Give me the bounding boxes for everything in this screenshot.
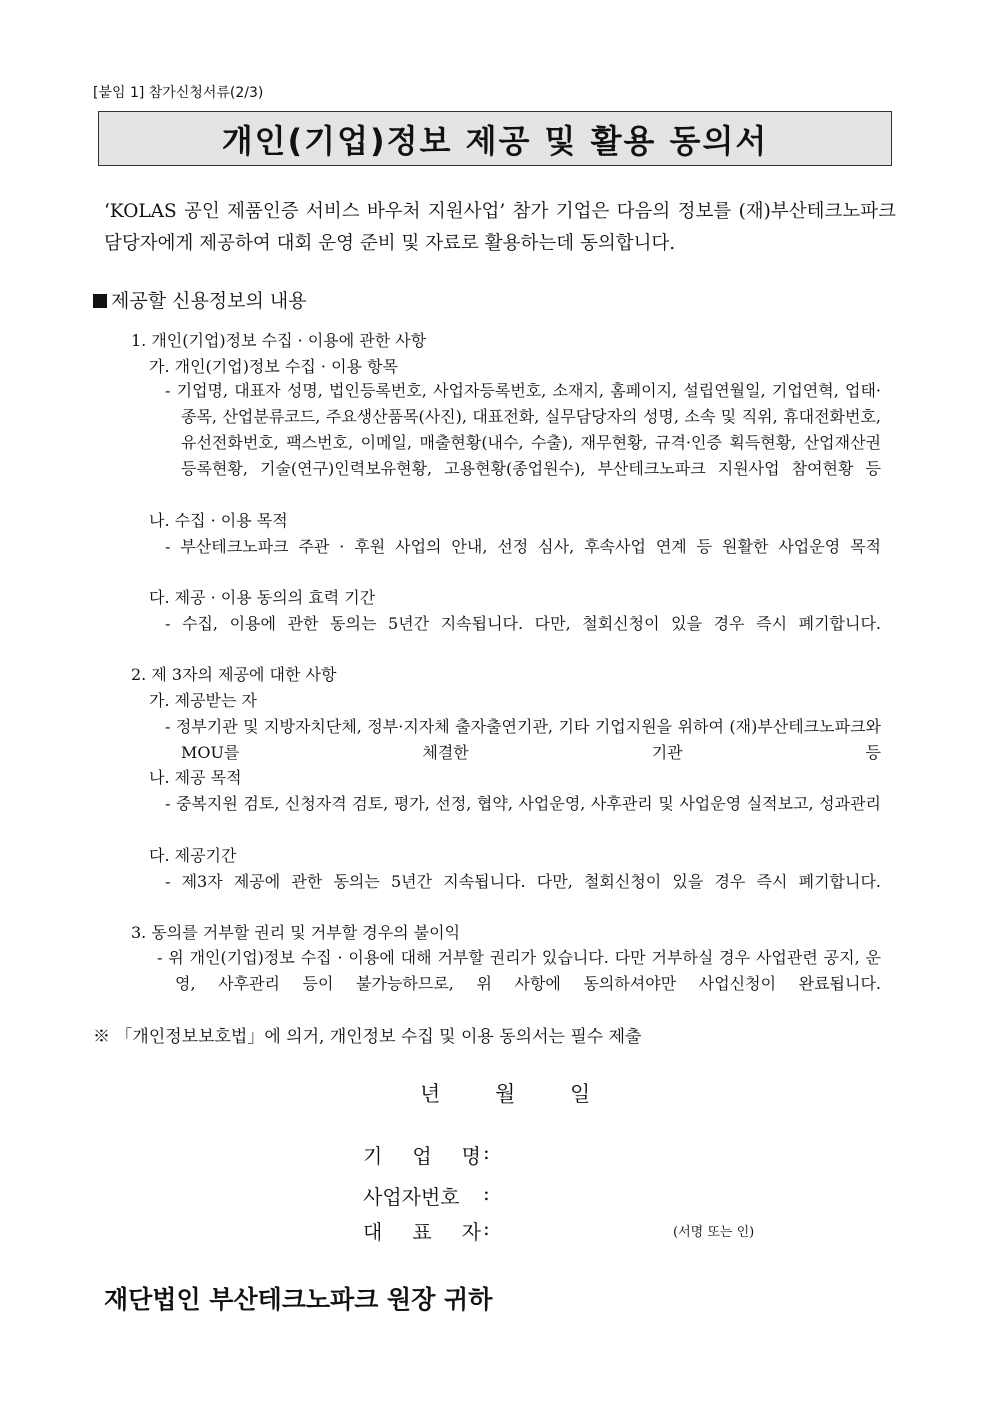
date-day: 일 bbox=[569, 1082, 591, 1106]
item-1b-text: - 부산테크노파크 주관 · 후원 사업의 안내, 선정 심사, 후속사업 연계 등 원활한 사업운영 목적 bbox=[165, 537, 881, 556]
title-box bbox=[98, 111, 892, 166]
item-1-heading: 1. 개인(기업)정보 수집 · 이용에 관한 사항 bbox=[131, 331, 427, 350]
item-3-heading: 3. 동의를 거부할 권리 및 거부할 경우의 불이익 bbox=[131, 923, 461, 942]
item-2c-heading: 다. 제공기간 bbox=[149, 846, 237, 865]
business-number-label: 사업자번호 bbox=[363, 1185, 460, 1209]
attachment-label: [붙임 1] 참가신청서류(2/3) bbox=[93, 85, 264, 101]
date-line bbox=[420, 1078, 590, 1108]
recipient: 재단법인 부산테크노파크 원장 귀하 bbox=[104, 1285, 493, 1314]
section-heading bbox=[93, 286, 307, 313]
item-2a-heading: 가. 제공받는 자 bbox=[149, 691, 257, 710]
business-number-colon: : bbox=[483, 1181, 490, 1205]
company-name-colon: : bbox=[483, 1140, 490, 1164]
item-2b-text: - 중복지원 검토, 신청자격 검토, 평가, 선정, 협약, 사업운영, 사후관리 및 사업운영 실적보고, 성과관리 bbox=[165, 794, 881, 813]
seal-hint: (서명 또는 인) bbox=[673, 1225, 755, 1240]
date-month: 월 bbox=[494, 1082, 516, 1106]
item-2-heading: 2. 제 3자의 제공에 대한 사항 bbox=[131, 665, 337, 684]
black-square-bullet-icon bbox=[93, 294, 107, 308]
item-1a-text: - 기업명, 대표자 성명, 법인등록번호, 사업자등록번호, 소재지, 홈페이지, 설립연월일, 기업연혁, 업태·종목, 산업분류코드, 주요생산품목(사진), 대표전화, 실무담당자의 성명, 소속 및 직위, 휴대전화번호, 유선전화번호, 팩스번호, 이메일, 매출현황(내수, 수출), 재무현황, 규격·인증 획득현황, 산업재산권 등록현황, 기술(연구)인력보유현황, 고용현황(종업원수), 부산테크노파크 지원사업 참여현황 등 bbox=[165, 381, 881, 478]
item-1c-heading: 다. 제공 · 이용 동의의 효력 기간 bbox=[149, 588, 376, 607]
item-2c-text: - 제3자 제공에 관한 동의는 5년간 지속됩니다. 다만, 철회신청이 있을 경우 즉시 폐기합니다. bbox=[165, 872, 881, 891]
representative-colon: : bbox=[483, 1216, 490, 1240]
item-2a-text: - 정부기관 및 지방자치단체, 정부·지자체 출자출연기관, 기타 기업지원을 위하여 (재)부산테크노파크와 MOU를 체결한 기관 등 bbox=[165, 717, 881, 762]
page-title: 개인(기업)정보 제공 및 활용 동의서 bbox=[221, 121, 769, 160]
item-1b-heading: 나. 수집 · 이용 목적 bbox=[149, 511, 288, 530]
item-2b-heading: 나. 제공 목적 bbox=[149, 768, 242, 787]
intro-paragraph: ‘KOLAS 공인 제품인증 서비스 바우처 지원사업’ 참가 기업은 다음의 정보를 (재)부산테크노파크 담당자에게 제공하여 대회 운영 준비 및 자료로 활용하는데 동의합니다. bbox=[104, 201, 896, 254]
date-year: 년 bbox=[420, 1082, 441, 1106]
legal-note: ※ 「개인정보보호법」에 의거, 개인정보 수집 및 이용 동의서는 필수 제출 bbox=[93, 1027, 642, 1047]
company-name-label: 기 업 명 bbox=[363, 1144, 481, 1168]
representative-label: 대 표 자 bbox=[363, 1220, 481, 1244]
item-3-text: - 위 개인(기업)정보 수집 · 이용에 대해 거부할 권리가 있습니다. 다만 거부하실 경우 사업관련 공지, 운영, 사후관리 등이 불가능하므로, 위 사항에 동의하셔야만 사업신청이 완료됩니다. bbox=[157, 948, 881, 993]
item-1c-text: - 수집, 이용에 관한 동의는 5년간 지속됩니다. 다만, 철회신청이 있을 경우 즉시 폐기합니다. bbox=[165, 614, 881, 633]
section-title: 제공할 신용정보의 내용 bbox=[111, 290, 307, 312]
item-1a-heading: 가. 개인(기업)정보 수집 · 이용 항목 bbox=[149, 357, 399, 376]
